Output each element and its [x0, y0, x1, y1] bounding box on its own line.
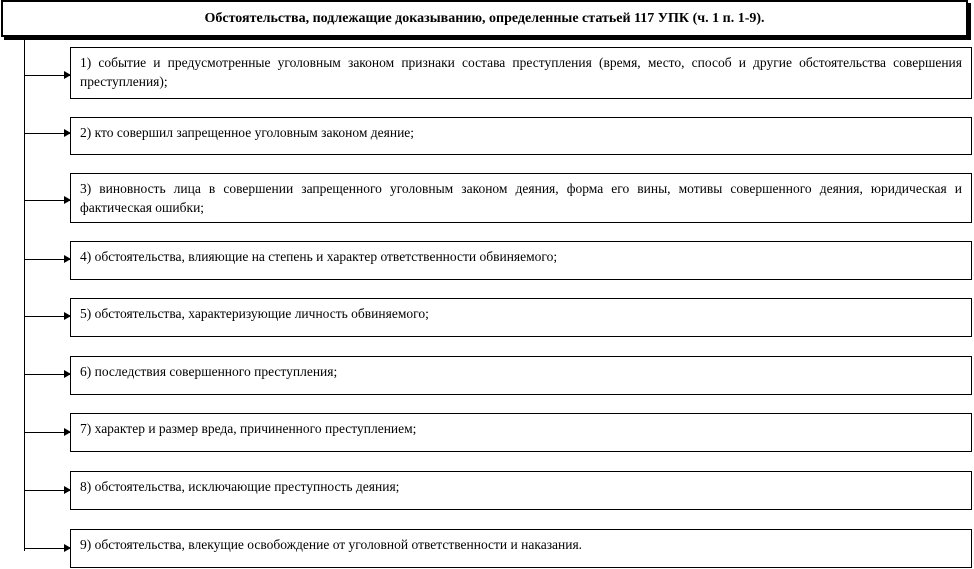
item-box-2: 2) кто совершил запрещенное уголовным законом деяние; — [70, 117, 972, 155]
item-box-9: 9) обстоятельства, влекущие освобождение от уголовной ответственности и наказания. — [70, 529, 972, 568]
item-box-7: 7) характер и размер вреда, причиненного преступлением; — [70, 413, 972, 452]
item-box-6: 6) последствия совершенного преступления; — [70, 356, 972, 395]
arrow-9 — [24, 548, 70, 549]
item-box-3: 3) виновность лица в совершении запрещенного уголовным законом деяния, форма его вины, мотивы совершенного деяния, юридическая и фактическая ошибки; — [70, 173, 972, 223]
arrow-1 — [24, 75, 70, 76]
item-box-1: 1) событие и предусмотренные уголовным законом признаки состава преступления (время, место, способ и другие обстоятельства совершения преступления); — [70, 47, 972, 99]
arrow-5 — [24, 316, 70, 317]
arrow-4 — [24, 259, 70, 260]
arrow-6 — [24, 374, 70, 375]
connector-trunk — [24, 39, 25, 551]
item-box-8: 8) обстоятельства, исключающие преступность деяния; — [70, 471, 972, 510]
arrow-7 — [24, 432, 70, 433]
arrow-2 — [24, 133, 70, 134]
arrow-8 — [24, 490, 70, 491]
item-box-5: 5) обстоятельства, характеризующие личность обвиняемого; — [70, 298, 972, 337]
arrow-3 — [24, 200, 70, 201]
diagram-title: Обстоятельства, подлежащие доказыванию, определенные статьей 117 УПК (ч. 1 п. 1-9). — [1, 0, 968, 37]
item-box-4: 4) обстоятельства, влияющие на степень и характер ответственности обвиняемого; — [70, 241, 972, 280]
